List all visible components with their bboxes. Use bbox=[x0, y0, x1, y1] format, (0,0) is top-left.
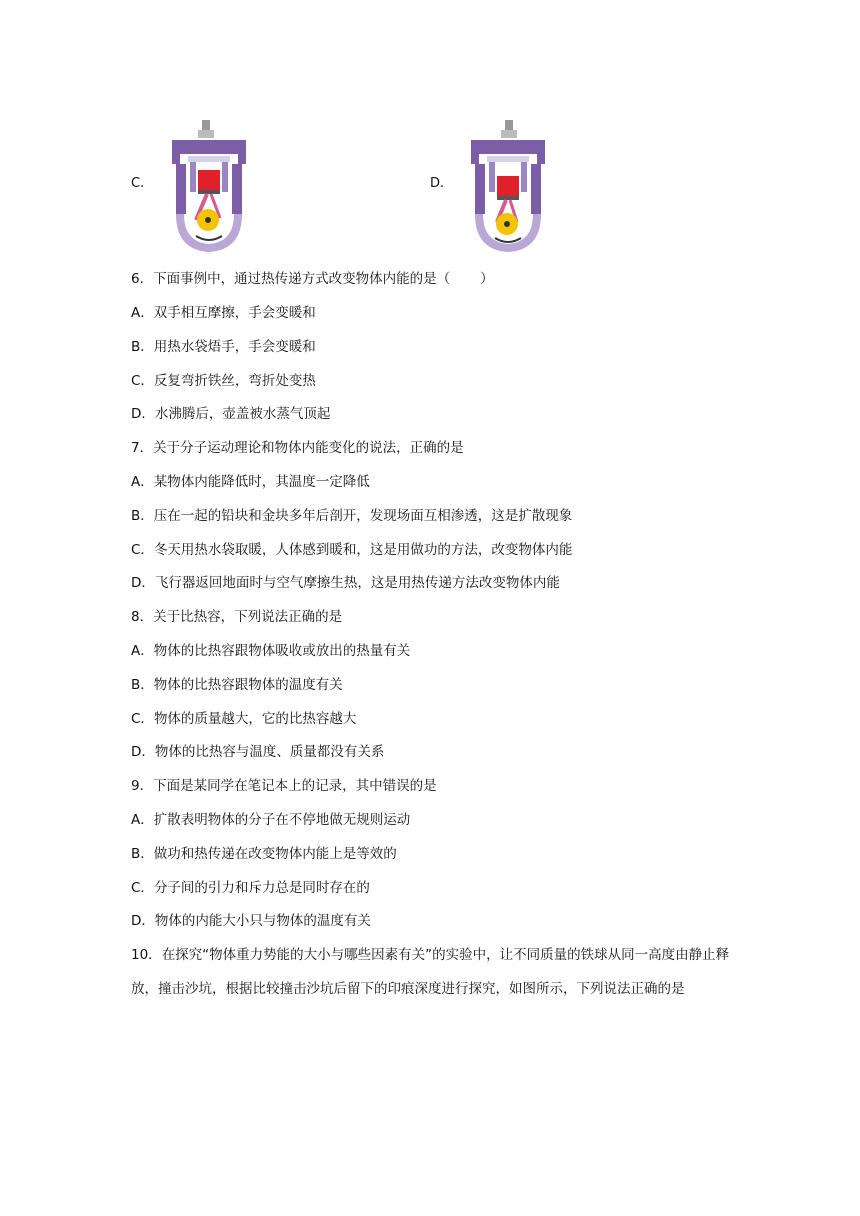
question-8-option-d[interactable]: D．物体的比热容与温度、质量都没有关系 bbox=[131, 744, 385, 760]
option-images-row bbox=[0, 118, 860, 258]
question-7-stem bbox=[131, 438, 464, 458]
question-number: 8． bbox=[131, 609, 154, 625]
question-text: 下面是某同学在笔记本上的记录，其中错误的是 bbox=[153, 778, 437, 794]
option-c-label[interactable]: C. bbox=[131, 176, 145, 191]
question-number: 6． bbox=[131, 271, 154, 287]
question-9-option-d[interactable]: D．物体的内能大小只与物体的温度有关 bbox=[131, 913, 371, 929]
question-8-option-a[interactable]: A．物体的比热容跟物体吸收或放出的热量有关 bbox=[131, 643, 411, 659]
question-7-option-d[interactable]: D．飞行器返回地面时与空气摩擦生热，这是用热传递方法改变物体内能 bbox=[131, 575, 560, 591]
question-9-stem bbox=[131, 776, 437, 796]
question-7-option-c[interactable]: C．冬天用热水袋取暖，人体感到暖和，这是用做功的方法，改变物体内能 bbox=[131, 542, 573, 558]
question-6-stem bbox=[131, 269, 494, 289]
question-8-option-b[interactable]: B．物体的比热容跟物体的温度有关 bbox=[131, 677, 343, 693]
question-number: 10． bbox=[131, 947, 162, 963]
question-7-option-a[interactable]: A．某物体内能降低时，其温度一定降低 bbox=[131, 474, 370, 490]
question-6-option-a[interactable]: A．双手相互摩擦，手会变暖和 bbox=[131, 305, 316, 321]
engine-diagram-d[interactable] bbox=[461, 118, 555, 256]
question-8-option-c[interactable]: C．物体的质量越大，它的比热容越大 bbox=[131, 711, 357, 727]
question-text: 下面事例中，通过热传递方式改变物体内能的是（ bbox=[153, 271, 451, 287]
question-text: 在探究“物体重力势能的大小与哪些因素有关”的实验中，让不同质量的铁球从同一高度由静止释放，撞击沙坑，根据比较撞击沙坑后留下的印痕深度进行探究，如图所示，下列说法正确的是 bbox=[131, 947, 730, 997]
question-6-option-b[interactable]: B．用热水袋焐手，手会变暖和 bbox=[131, 339, 316, 355]
question-6-option-c[interactable]: C．反复弯折铁丝，弯折处变热 bbox=[131, 373, 316, 389]
question-text: 关于分子运动理论和物体内能变化的说法，正确的是 bbox=[153, 440, 464, 456]
question-9-option-a[interactable]: A．扩散表明物体的分子在不停地做无规则运动 bbox=[131, 812, 411, 828]
option-d-label[interactable]: D. bbox=[430, 176, 445, 191]
question-number: 7． bbox=[131, 440, 154, 456]
question-number: 9． bbox=[131, 778, 154, 794]
question-text-end: ） bbox=[480, 271, 494, 287]
question-10-stem bbox=[131, 938, 731, 1006]
question-9-option-c[interactable]: C．分子间的引力和斥力总是同时存在的 bbox=[131, 880, 370, 896]
question-8-stem bbox=[131, 607, 342, 627]
question-9-option-b[interactable]: B．做功和热传递在改变物体内能上是等效的 bbox=[131, 846, 397, 862]
engine-diagram-c[interactable] bbox=[162, 118, 256, 256]
question-6-option-d[interactable]: D．水沸腾后，壶盖被水蒸气顶起 bbox=[131, 406, 331, 422]
question-7-option-b[interactable]: B．压在一起的铅块和金块多年后剖开，发现场面互相渗透，这是扩散现象 bbox=[131, 508, 573, 524]
question-text: 关于比热容，下列说法正确的是 bbox=[153, 609, 343, 625]
